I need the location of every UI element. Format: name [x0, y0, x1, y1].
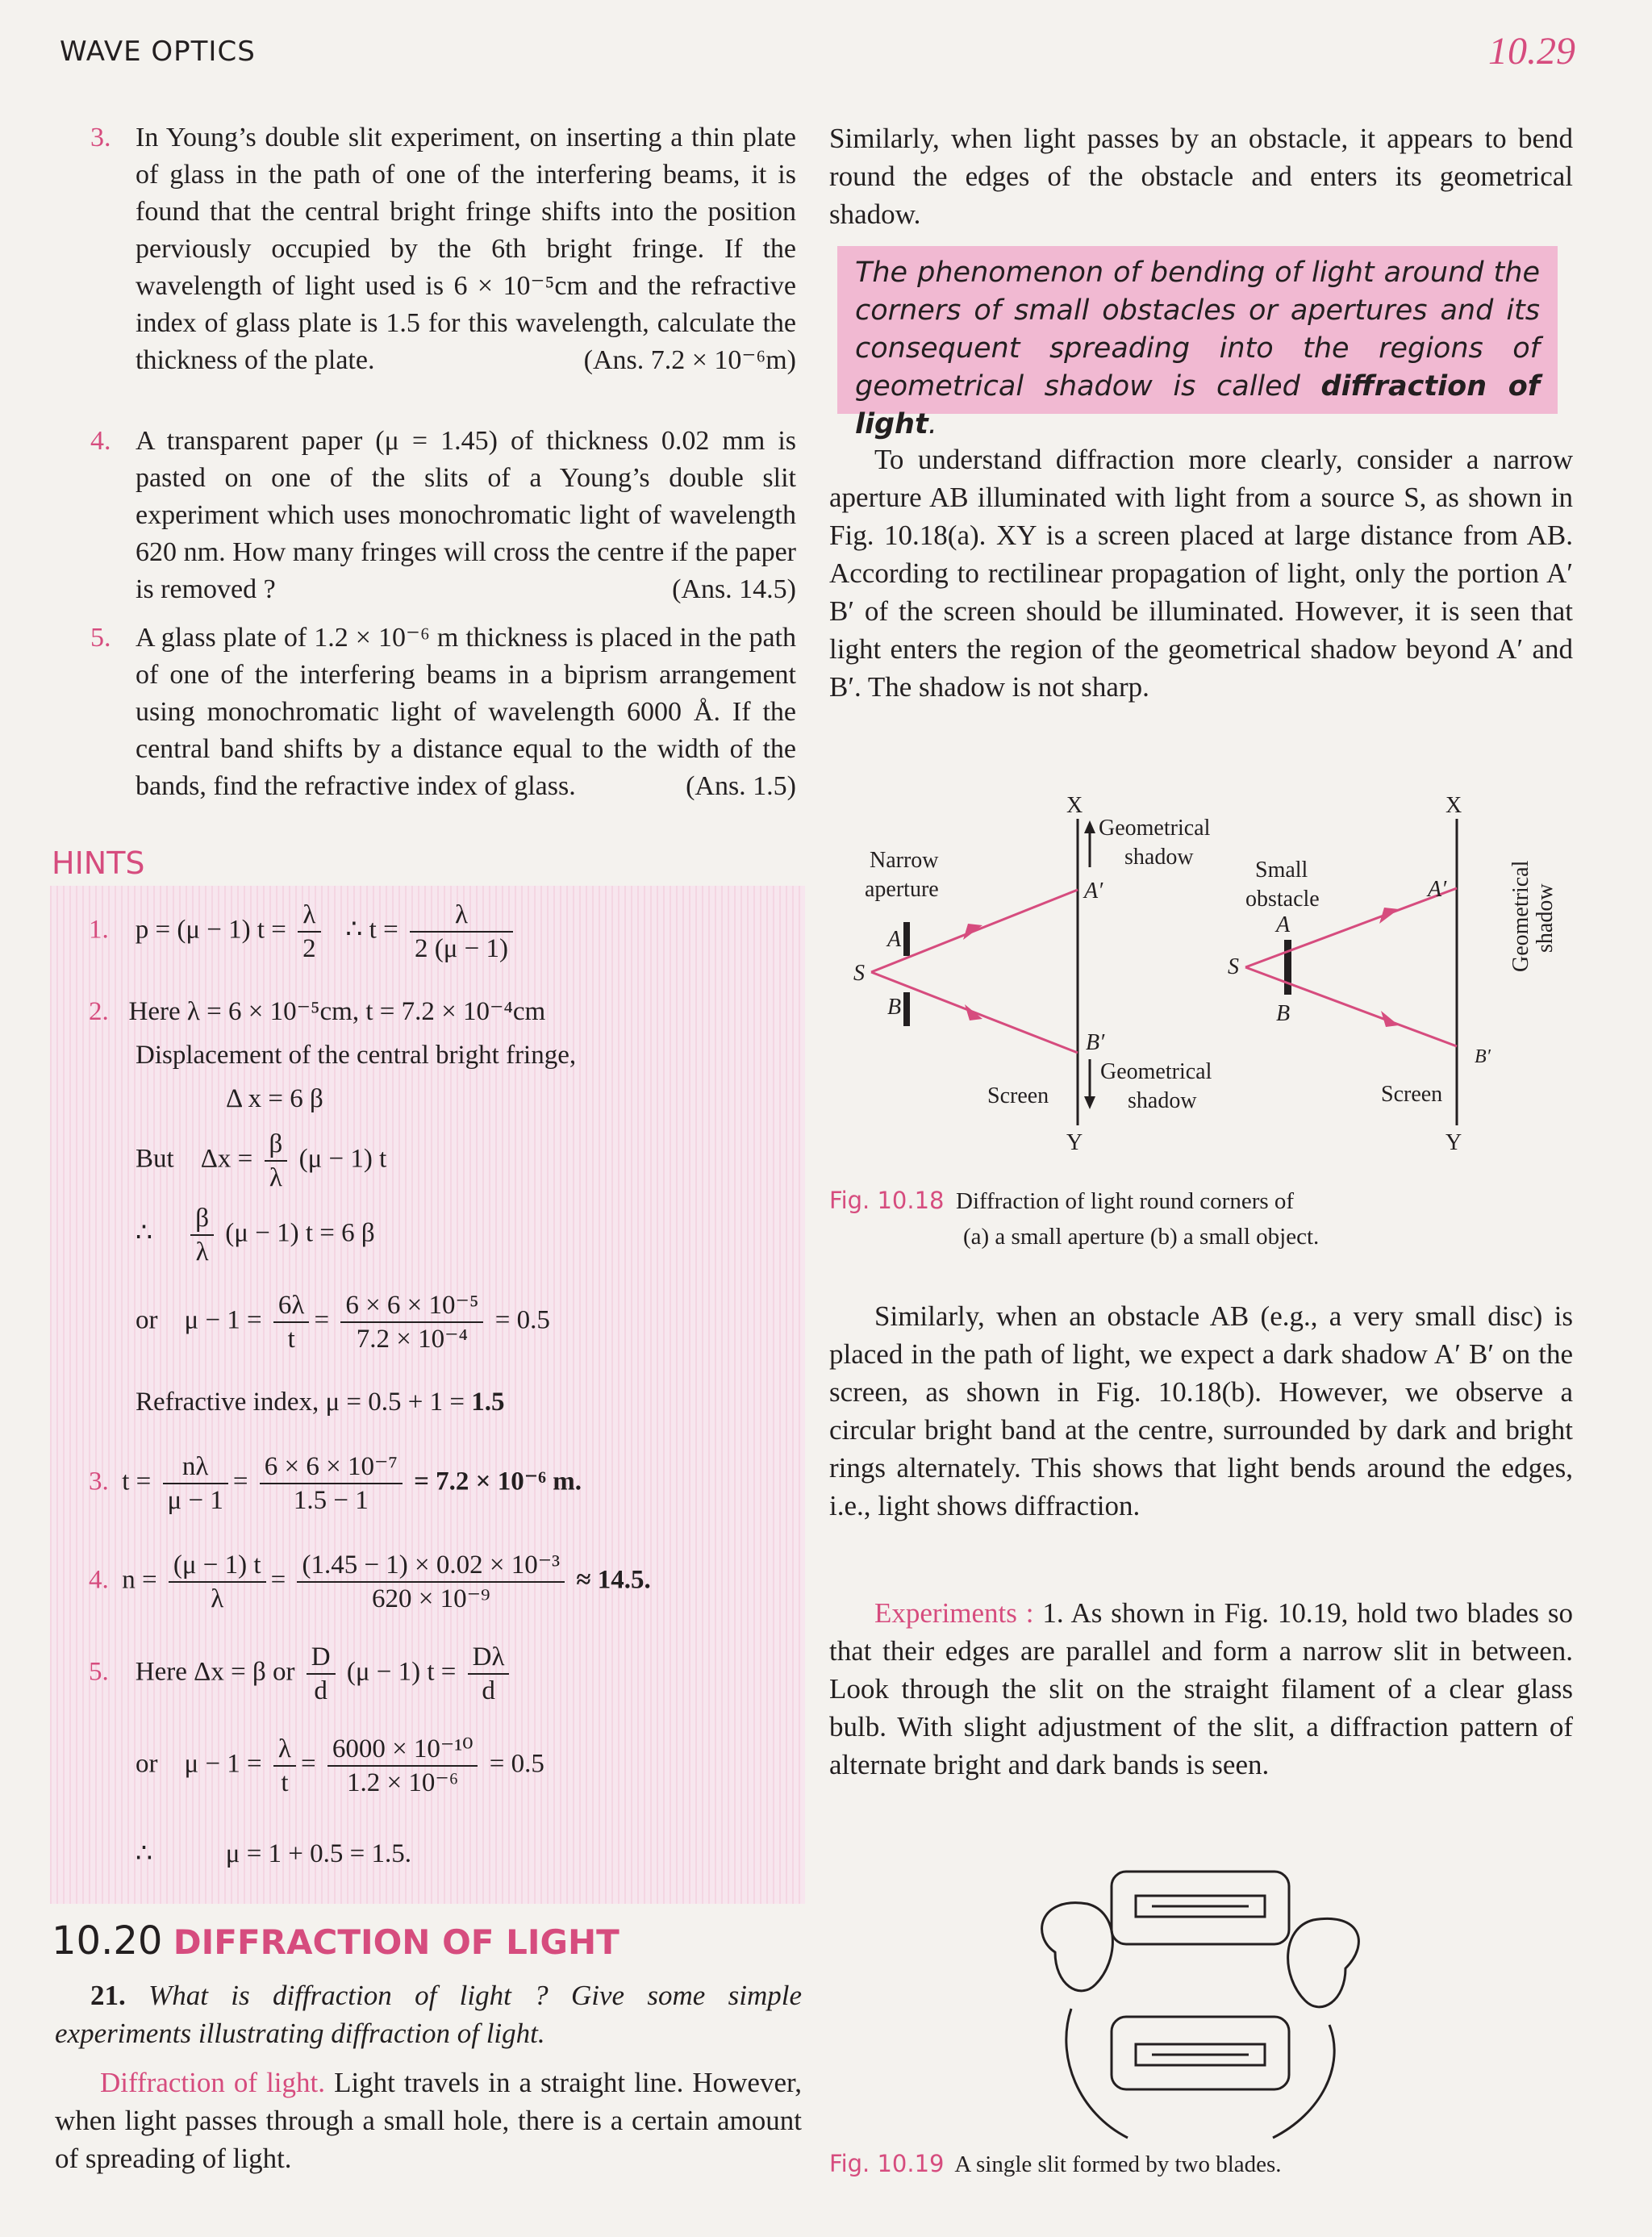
denominator: 2 (μ − 1) [414, 934, 508, 963]
hint-5 [89, 1641, 514, 1707]
hint-2-but [136, 1128, 386, 1194]
question-number: 3. [90, 123, 111, 152]
denominator: d [314, 1676, 327, 1705]
figure-10-18-caption [829, 1183, 1555, 1254]
result-value: = 7.2 × 10⁻⁶ m. [414, 1467, 582, 1496]
hint-5-or: or μ − 1 = $\frac{\lambda}{t}$ = $\frac{\text{6000 × 10⁻¹⁰}}{\text{1.2 × 10⁻⁶}}$ = 0.5 [136, 1734, 544, 1797]
aperture-paragraph: To understand diffraction more clearly, consider a narrow aperture AB illuminated with light from a source S, as shown in Fig. 10.18(a). XY is a screen placed at large distance from AB. According to rectilinear propagation of light, only the portion A′ B′ of the screen should be illuminated. However, it is seen that light enters the region of the geometrical shadow beyond A′ and B′. The shadow is not sharp. [829, 444, 1573, 703]
hand-left-icon [1042, 1903, 1113, 1991]
hint-2-line1 [89, 995, 545, 1028]
caption-label: Fig. 10.19 [829, 2150, 945, 2177]
label-a: A [1276, 912, 1291, 937]
intro-paragraph: Similarly, when light passes by an obstacle, it appears to bend round the edges of the obstacle and enters its geometrical shadow. [829, 123, 1573, 230]
page-number: 10.29 [1488, 30, 1575, 73]
label-geometrical: Geometrical [1100, 1059, 1212, 1084]
diffraction-paragraph [55, 2064, 802, 2177]
denominator: d [482, 1676, 495, 1705]
label-b-prime: B′ [1086, 1030, 1105, 1055]
hint-2-therefore [136, 1202, 375, 1268]
definition-text: . [928, 408, 937, 440]
hint-text: n = [122, 1565, 157, 1595]
answer: (Ans. 14.5) [672, 574, 796, 604]
ray-arrow-icon [1381, 1011, 1399, 1027]
hint-3: 3. t = $\frac{n\lambda}{\mu - 1}$ = $\frac{\text{6 × 6 × 10⁻⁷}}{1.5 - 1}$ = 7.2 × 10⁻⁶ m. [89, 1452, 582, 1515]
definition-box [837, 246, 1558, 440]
result-value: 1.5 [471, 1388, 505, 1417]
question-number: 21. [90, 1980, 126, 2011]
label-small: Small [1255, 858, 1308, 883]
label-a-prime: A′ [1084, 879, 1103, 904]
hint-number: 3. [89, 1467, 109, 1496]
denominator: t [287, 1325, 295, 1354]
term-label: Diffraction of light. [100, 2067, 326, 2098]
hint-1 [89, 899, 518, 965]
question-text: A glass plate of 1.2 × 10⁻⁶ m thickness is placed in the path of one of the interfering beams in a biprism arrangement using monochromatic light of wavelength 6000 Å. If the central band shifts by a distance equal to the width of the bands, find the refractive index of glass. [136, 623, 796, 801]
hint-2-or: or μ − 1 = $\frac{6\lambda}{t}$ = $\frac{\text{6 × 6 × 10⁻⁵}}{\text{7.2 × 10⁻⁴}}$ = 0.5 [136, 1291, 550, 1354]
hints-box [50, 886, 805, 1904]
figure-10-19 [1023, 1847, 1378, 2162]
ray-arrow-icon [965, 1004, 982, 1020]
numerator: 6000 × 10⁻¹⁰ [327, 1733, 478, 1767]
hint-text: μ − 1 = [184, 1305, 262, 1335]
denominator: 1.5 − 1 [293, 1486, 369, 1515]
vertical-shadow-label [1508, 860, 1558, 972]
hint-text: t = [122, 1467, 152, 1496]
denominator: λ [195, 1237, 209, 1267]
numerator: λ [298, 899, 321, 933]
hint-text: Δx = [200, 1144, 253, 1174]
denominator: 1.2 × 10⁻⁶ [346, 1768, 459, 1797]
numerator: λ [410, 899, 513, 933]
hint-text: or [136, 1749, 158, 1779]
question-3 [50, 119, 796, 379]
term-label: Experiments : [874, 1597, 1034, 1629]
hint-text: ∴ t = [345, 915, 398, 945]
hand-right-icon [1288, 1918, 1359, 2006]
numerator: 6λ [273, 1289, 310, 1323]
label-x: X [1066, 793, 1083, 818]
running-head: WAVE OPTICS [60, 35, 256, 68]
question-number: 4. [90, 426, 111, 456]
numerator: 6 × 6 × 10⁻⁷ [260, 1450, 403, 1484]
hint-5-therefore [136, 1838, 411, 1870]
figure-10-18 [853, 787, 1558, 1158]
caption-text: (a) a small aperture (b) a small object. [963, 1224, 1320, 1250]
denominator: μ − 1 [167, 1486, 223, 1515]
label-s: S [1228, 954, 1239, 979]
label-shadow: shadow [1128, 1088, 1197, 1113]
obstacle-paragraph: Similarly, when an obstacle AB (e.g., a very small disc) is placed in the path of light, we expect a dark shadow A′ B′ on the screen, as shown in Fig. 10.18(b). However, we observe a circular bright band at the centre, surrounded by dark and bright rings alternately. This shows that light bends around the edges, i.e., light shows diffraction. [829, 1300, 1573, 1521]
denominator: 620 × 10⁻⁹ [371, 1584, 490, 1613]
result-value: μ = 1 + 0.5 = 1.5. [225, 1839, 412, 1868]
hand-left-icon [1066, 2009, 1128, 2138]
denominator: 7.2 × 10⁻⁴ [356, 1325, 469, 1354]
label-s: S [853, 961, 865, 986]
denominator: λ [211, 1584, 224, 1613]
label-narrow: Narrow [870, 848, 939, 873]
blade-top [1112, 1872, 1289, 1944]
hint-text: Here Δx = β or [135, 1657, 295, 1687]
definition-term: diffraction of light [855, 370, 1540, 440]
label-a-prime: A′ [1428, 877, 1447, 902]
label-screen: Screen [987, 1083, 1049, 1108]
label-b-prime: B′ [1475, 1046, 1491, 1067]
answer: (Ans. 1.5) [686, 771, 796, 801]
label-obstacle: obstacle [1245, 887, 1320, 912]
question-text: What is diffraction of light ? Give some simple experiments illustrating diffraction of light. [55, 1980, 803, 2049]
label-y: Y [1066, 1130, 1083, 1155]
denominator: t [281, 1768, 289, 1797]
hint-text: ∴ [136, 1839, 152, 1868]
figure-a [853, 793, 1212, 1155]
caption-label: Fig. 10.18 [829, 1187, 945, 1214]
section-title: DIFFRACTION OF LIGHT [173, 1922, 620, 1962]
numerator: β [265, 1128, 288, 1162]
hint-4: 4. n = $\frac{(\mu - 1) t}{\lambda}$ = $\frac{\text{(1.45 − 1) × 0.02 × 10⁻³}}{\text{620 × 10⁻⁹}}$ ≈ 14.5. [89, 1550, 651, 1613]
numerator: (μ − 1) t [169, 1549, 266, 1583]
definition-text: The phenomenon of bending of light around the corners of small obstacles or apertures and its consequent spreading into the regions of geometrical shadow is called [855, 257, 1540, 403]
paragraph-text: 1. As shown in Fig. 10.19, hold two blades so that their edges are parallel and form a narrow slit in between. Look through the slit on the straight filament of a clear glass bulb. With slight adjustment of the slit, a diffraction pattern of alternate bright and dark bands is seen. [829, 1597, 1574, 1780]
label-x: X [1446, 793, 1462, 818]
hint-text: μ − 1 = [184, 1749, 262, 1779]
blade-bottom [1112, 2017, 1289, 2089]
hint-2-refractive-index [136, 1386, 505, 1418]
question-21 [55, 1976, 802, 2052]
question-text: In Young’s double slit experiment, on inserting a thin plate of glass in the path of one of the interfering beams, it is found that the central bright fringe shifts into the position perviously occupied by the 6th bright fringe. If the wavelength of light used is 6 × 10⁻⁵cm and the refractive index of glass plate is 1.5 for this wavelength, calculate the thickness of the plate. [136, 123, 796, 375]
caption-text: A single slit formed by two blades. [954, 2151, 1282, 2177]
hints-title: HINTS [52, 845, 145, 881]
hint-text: p = (μ − 1) t = [135, 915, 286, 945]
question-number: 5. [90, 623, 111, 653]
hint-number: 2. [89, 997, 109, 1026]
numerator: (1.45 − 1) × 0.02 × 10⁻³ [297, 1549, 565, 1583]
numerator: D [307, 1641, 336, 1675]
result-value: ≈ 14.5. [576, 1565, 651, 1595]
label-aperture: aperture [865, 877, 939, 902]
aperture-edge-a [903, 922, 910, 956]
aperture-edge-b [903, 992, 910, 1026]
ray-arrow-icon [963, 924, 982, 940]
paragraph-text: Light travels in a straight line. However, when light passes through a small hole, there is a certain amount of spreading of light. [55, 2067, 803, 2174]
denominator: 2 [302, 934, 316, 963]
hint-text: Here λ = 6 × 10⁻⁵cm, t = 7.2 × 10⁻⁴cm [128, 997, 546, 1026]
label-shadow: shadow [1124, 845, 1194, 870]
label-b: B [887, 995, 902, 1020]
numerator: 6 × 6 × 10⁻⁵ [340, 1289, 483, 1323]
hint-number: 5. [89, 1657, 109, 1687]
hint-text: ∴ [136, 1218, 152, 1248]
hint-2-line3: Δ x = 6 β [226, 1084, 323, 1113]
figure-b [1228, 793, 1558, 1155]
hint-2-line2: Displacement of the central bright fringe, [136, 1041, 577, 1070]
section-heading [52, 1918, 620, 1964]
denominator: λ [269, 1163, 282, 1192]
question-4 [50, 423, 796, 608]
label-a: A [887, 927, 902, 952]
arrowhead-icon [1084, 820, 1095, 833]
figure-10-19-caption [829, 2146, 1555, 2182]
hint-text: = 0.5 [489, 1749, 544, 1779]
hint-text: (μ − 1) t [298, 1144, 387, 1174]
numerator: λ [273, 1733, 296, 1767]
ray-arrow-icon [1379, 908, 1399, 924]
hint-text: (μ − 1) t = [346, 1657, 457, 1687]
hint-number: 4. [89, 1565, 109, 1595]
label-geometrical: Geometrical [1099, 816, 1211, 841]
hand-right-icon [1273, 2025, 1334, 2138]
section-number: 10.20 [52, 1918, 163, 1964]
numerator: β [190, 1202, 214, 1236]
obstacle-bar [1284, 940, 1291, 995]
hint-text: = 0.5 [494, 1305, 550, 1335]
numerator: Dλ [468, 1641, 510, 1675]
label-screen: Screen [1381, 1082, 1443, 1107]
label-y: Y [1446, 1130, 1462, 1155]
label-geometrical: Geometrical [1508, 860, 1533, 972]
label-b: B [1276, 1001, 1291, 1026]
hint-text: or [136, 1305, 158, 1335]
experiments-paragraph [829, 1594, 1573, 1784]
hint-text: But [136, 1144, 174, 1174]
hint-text: (μ − 1) t = 6 β [225, 1218, 375, 1248]
arrowhead-icon [1084, 1096, 1095, 1109]
numerator: nλ [163, 1450, 228, 1484]
caption-text: Diffraction of light round corners of [956, 1188, 1295, 1214]
answer: (Ans. 7.2 × 10⁻⁶m) [583, 345, 796, 375]
question-text: A transparent paper (μ = 1.45) of thickness 0.02 mm is pasted on one of the slits of a Young’s double slit experiment which uses monochromatic light of wavelength 620 nm. How many fringes will cross the centre if the paper is removed ? [136, 426, 796, 604]
question-5 [50, 620, 796, 805]
hint-text: Refractive index, μ = 0.5 + 1 = [136, 1388, 472, 1417]
label-shadow: shadow [1533, 883, 1558, 953]
hint-number: 1. [89, 915, 109, 945]
